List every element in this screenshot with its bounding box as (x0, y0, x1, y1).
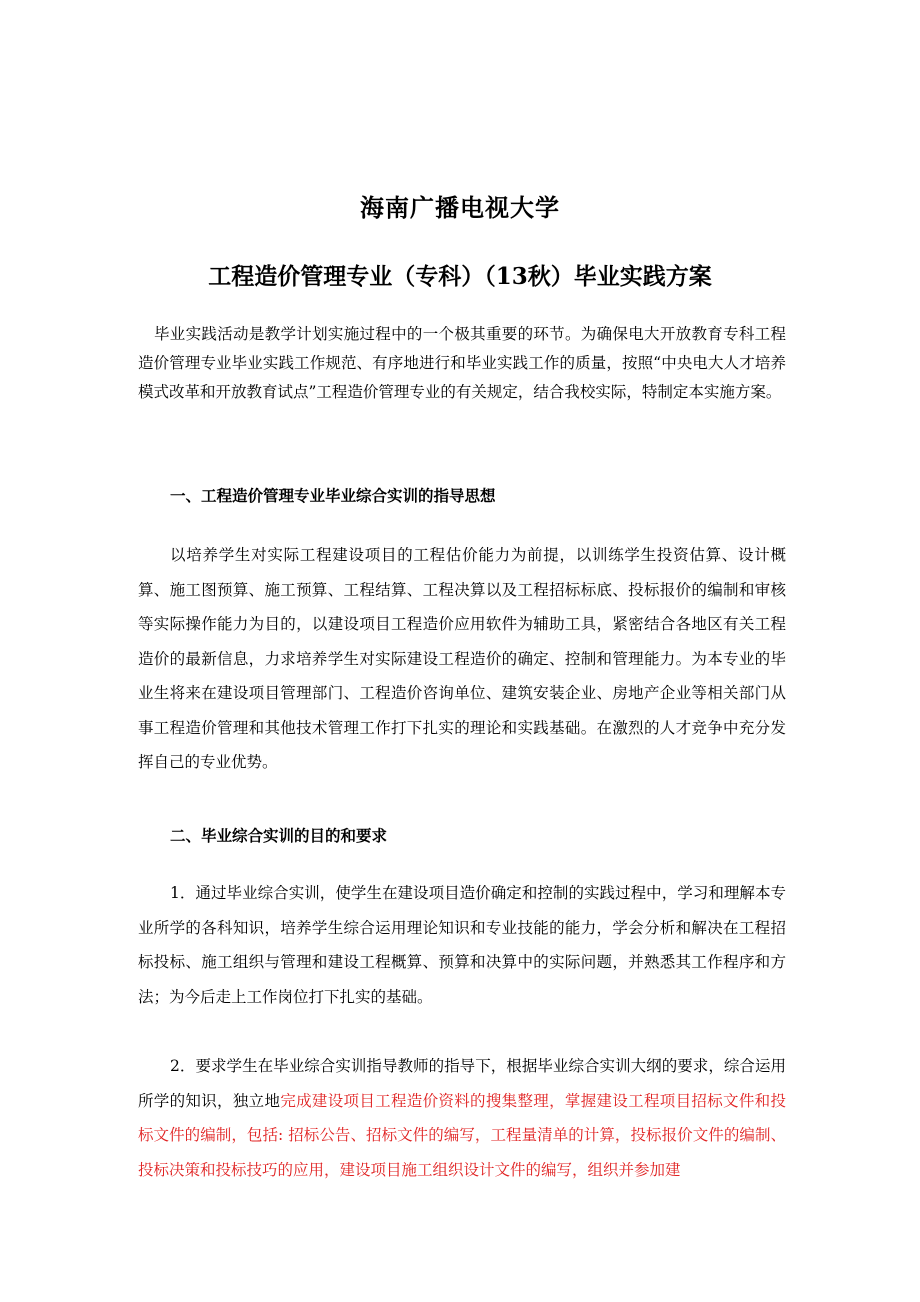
document-subtitle: 工程造价管理专业（专科）（13秋）毕业实践方案 (208, 263, 712, 290)
intro-paragraph: 毕业实践活动是教学计划实施过程中的一个极其重要的环节。为确保电大开放教育专科工程造价管理专业毕业实践工作规范、有序地进行和毕业实践工作的质量，按照“中央电大人才培养模式改革和开放教育试点”工程造价管理专业的有关规定，结合我校实际，特制定本实施方案。 (138, 325, 786, 401)
item-2-text: 2．要求学生在毕业综合实训指导教师的指导下，根据毕业综合实训大纲的要求，综合运用所学的知识，独立地 (138, 1057, 786, 1110)
section-2-heading: 二、毕业综合实训的目的和要求 (170, 826, 388, 845)
section-2-item-2 (138, 1049, 786, 1187)
section-1-paragraph: 以培养学生对实际工程建设项目的工程估价能力为前提，以训练学生投资估算、设计概算、施工图预算、施工预算、工程结算、工程决算以及工程招标标底、投标报价的编制和审核等实际操作能力为目的，以建设项目工程造价应用软件为辅助工具，紧密结合各地区有关工程造价的最新信息，力求培养学生对实际建设工程造价的确定、控制和管理能力。为本专业的毕业生将来在建设项目管理部门、工程造价咨询单位、建筑安装企业、房地产企业等相关部门从事工程造价管理和其他技术管理工作打下扎实的理论和实践基础。在激烈的人才竞争中充分发挥自己的专业优势。 (138, 546, 786, 771)
section-1-heading: 一、工程造价管理专业毕业综合实训的指导思想 (170, 486, 496, 505)
section-2-item-1: 1．通过毕业综合实训，使学生在建设项目造价确定和控制的实践过程中，学习和理解本专业所学的各科知识，培养学生综合运用理论知识和专业技能的能力，学会分析和解决在工程招标投标、施工组织与管理和建设工程概算、预算和决算中的实际问题，并熟悉其工作程序和方法；为今后走上工作岗位打下扎实的基础。 (138, 884, 786, 1006)
item-2-highlighted-text: 完成建设项目工程造价资料的搜集整理，掌握建设工程项目招标文件和投标文件的编制，包括: 招标公告、招标文件的编写，工程量清单的计算，投标报价文件的编制、投标决策和投标技巧的应用，建设项目施工组织设计文件的编写，组织并参加建 (138, 1091, 786, 1179)
document-title: 海南广播电视大学 (360, 193, 560, 222)
